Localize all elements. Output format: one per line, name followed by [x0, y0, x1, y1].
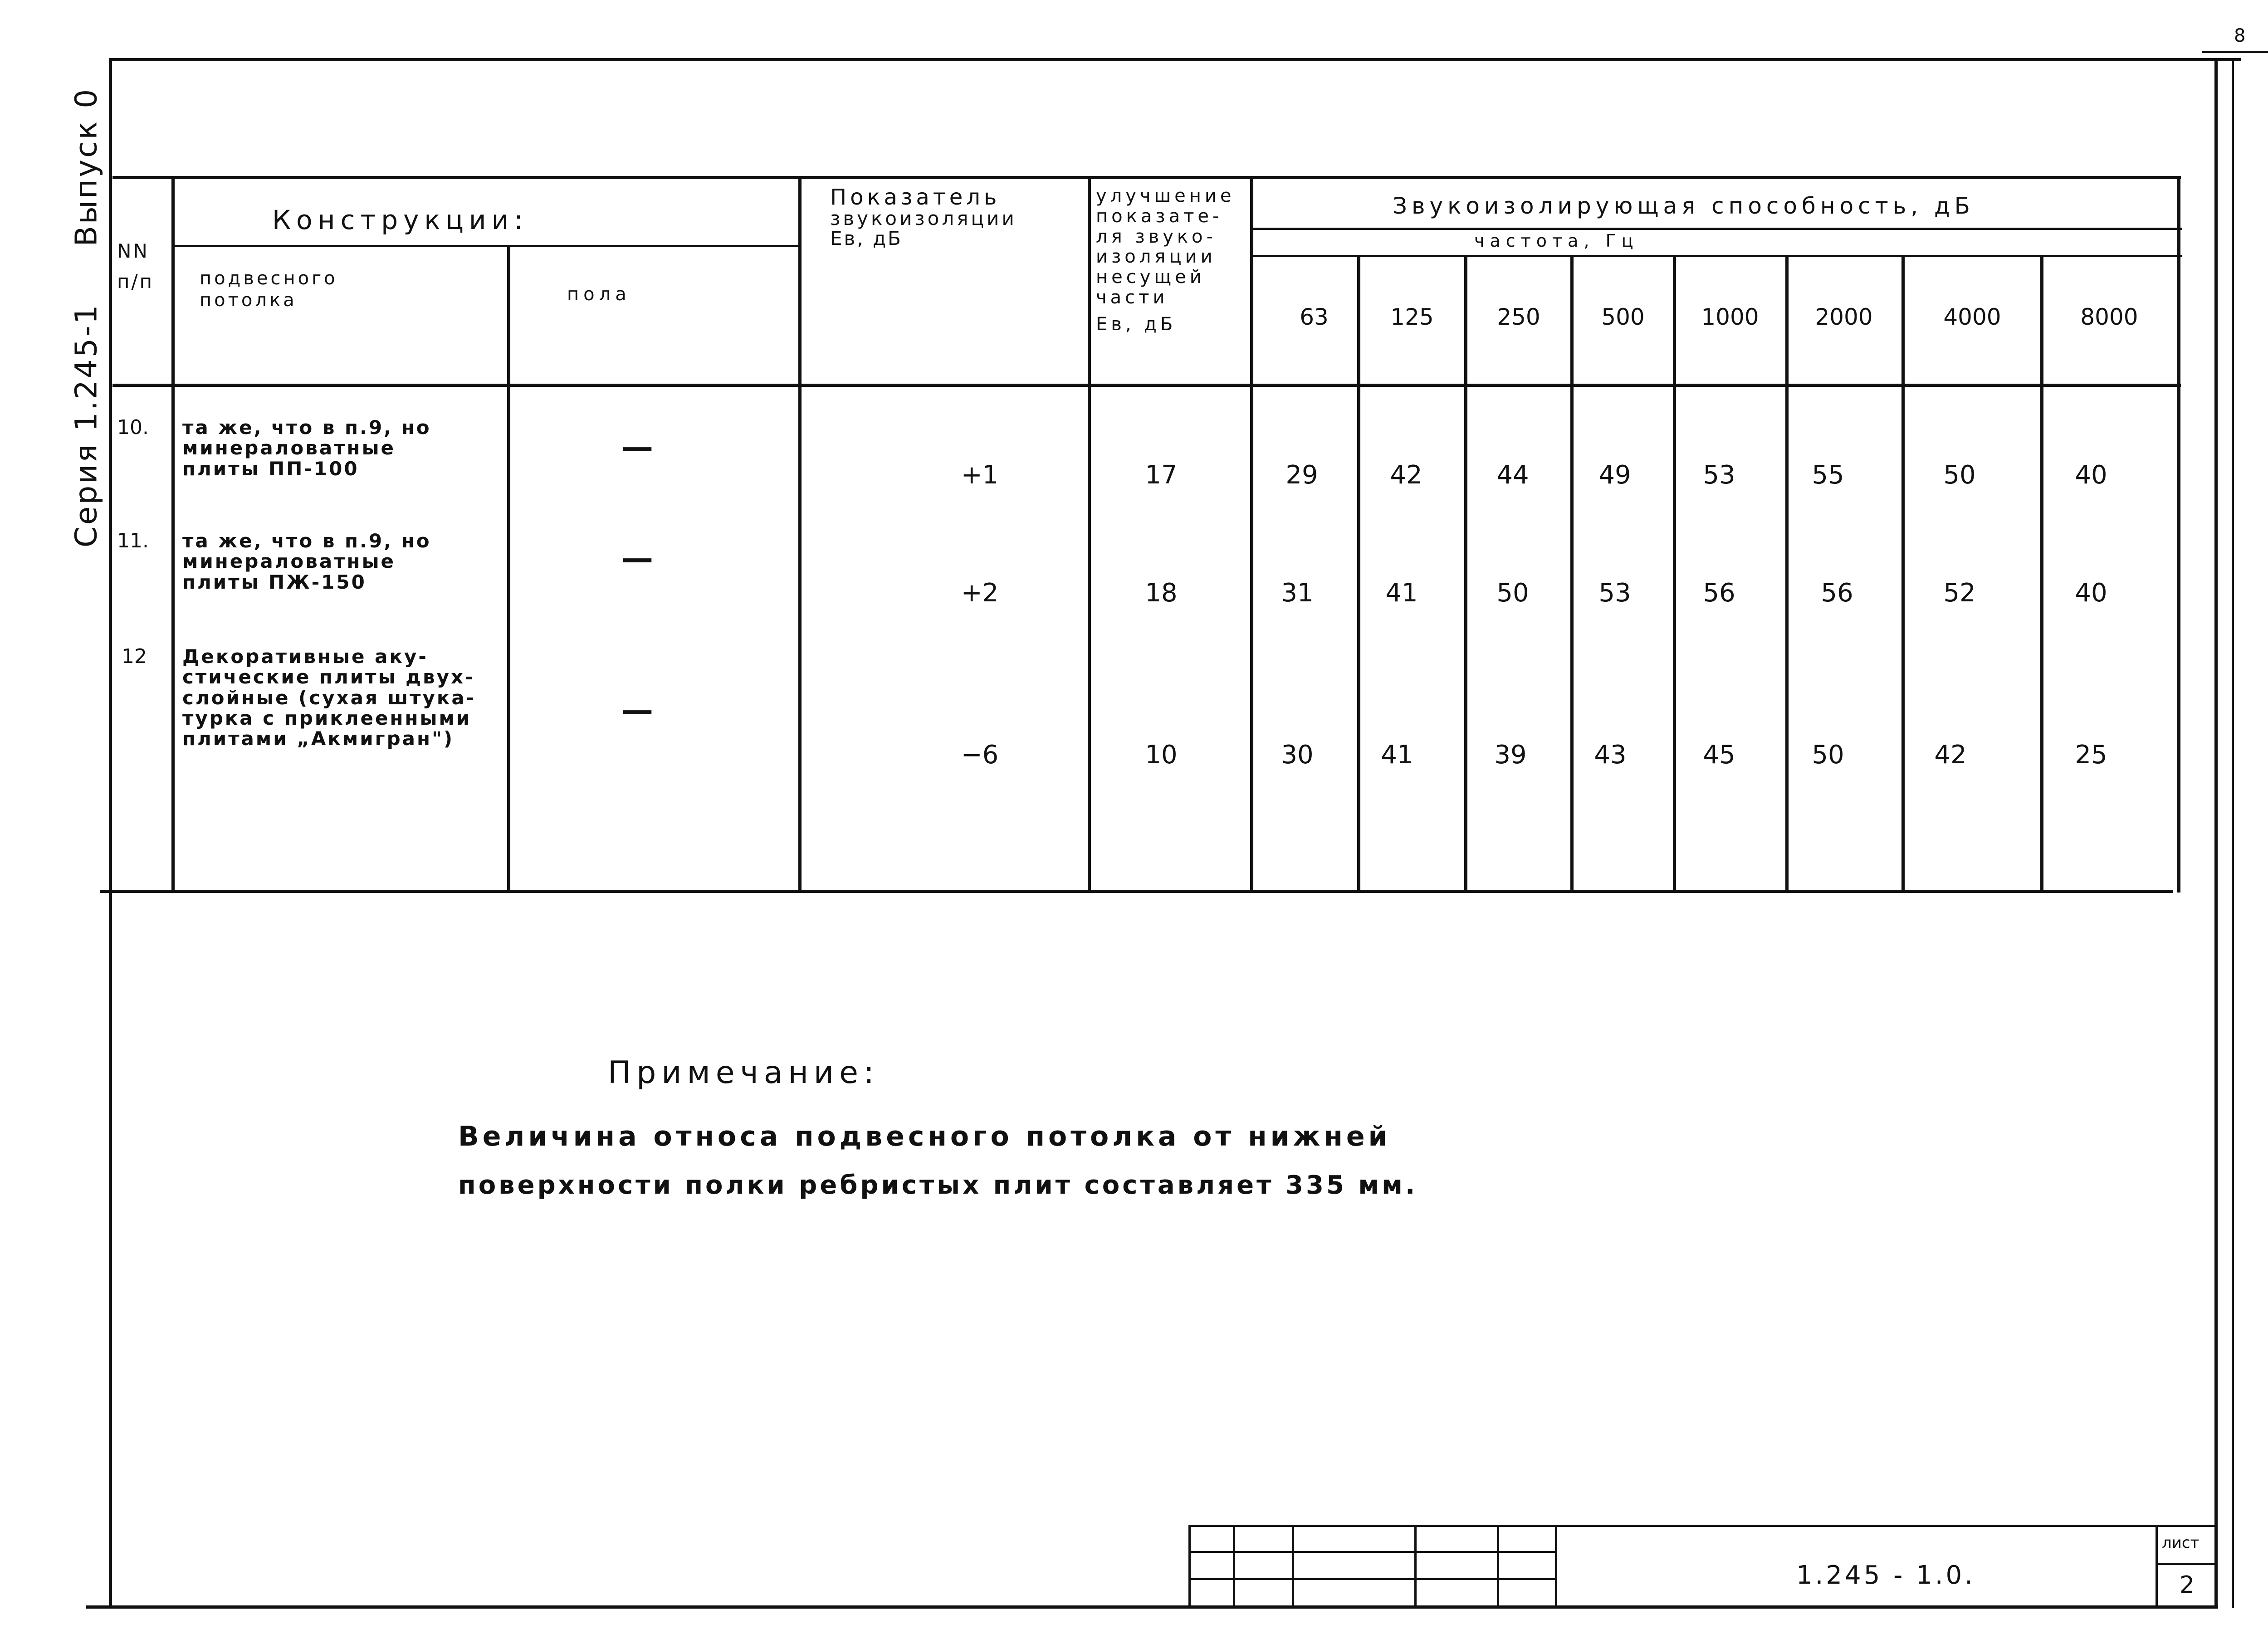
table-bottom-line — [100, 890, 2173, 893]
row-10-index: +1 — [961, 460, 999, 490]
col-line-f7 — [2040, 255, 2043, 893]
row-11-improvement: 18 — [1145, 578, 1178, 608]
stamp-code: 1.245 - 1.0. — [1796, 1561, 1975, 1590]
col-line-f2 — [1464, 255, 1467, 893]
frame-corner-tick — [2202, 51, 2268, 53]
row-12-ceiling-line-2: стические плиты двух- — [182, 666, 475, 688]
header-improvement-line-6: части — [1096, 287, 1168, 308]
row-12-value-1000: 45 — [1703, 740, 1735, 770]
row-12-ceiling-line-4: турка с приклеенными — [182, 707, 472, 730]
row-12-value-8000: 25 — [2075, 740, 2107, 770]
frame-top — [109, 58, 2241, 61]
header-improvement-line-1: улучшение — [1096, 185, 1235, 206]
row-12-ceiling — [182, 646, 509, 749]
row-12-ceiling-line-3: слойные (сухая штука- — [182, 686, 476, 709]
freq-header-5: 1000 — [1701, 304, 1759, 330]
col-line-f5 — [1785, 255, 1789, 893]
note-title: Примечание: — [608, 1055, 880, 1091]
stamp-sheet-line — [2156, 1563, 2217, 1565]
row-11-number: 11. — [117, 529, 149, 552]
note-line-2: поверхности полки ребристых плит составляет 335 мм. — [458, 1171, 1418, 1200]
row-11-ceiling-line-1: та же, что в п.9, но — [182, 530, 431, 552]
header-index-line-2: звукоизоляции — [830, 207, 1017, 230]
constructions-sub-line — [172, 245, 798, 247]
stamp-col-3 — [1292, 1525, 1294, 1607]
row-11-value-2000: 56 — [1821, 578, 1853, 608]
header-constructions: Конструкции: — [272, 205, 528, 235]
stamp-col-sheet — [2156, 1525, 2158, 1607]
row-11-value-125: 41 — [1385, 578, 1418, 608]
row-10-value-4000: 50 — [1943, 460, 1976, 490]
col-line-improvement — [1250, 176, 1253, 893]
row-11-ceiling — [182, 531, 500, 592]
capacity-sub-line — [1252, 228, 2182, 230]
header-capacity: Звукоизолирующая способность, дБ — [1393, 193, 1975, 219]
freq-header-1: 63 — [1300, 304, 1329, 330]
col-line-ceiling — [507, 245, 510, 893]
freq-header-6: 2000 — [1815, 304, 1873, 330]
col-line-f1 — [1357, 255, 1360, 893]
row-12-value-4000: 42 — [1934, 740, 1967, 770]
stamp-top-line — [1188, 1525, 2217, 1527]
corner-mark: 8 — [2234, 25, 2246, 46]
row-12-value-125: 41 — [1381, 740, 1413, 770]
freq-header-4: 500 — [1601, 304, 1645, 330]
row-12-floor: — — [621, 692, 653, 729]
header-improvement-line-3: ля звуко- — [1096, 226, 1217, 247]
col-line-f6 — [1901, 255, 1905, 893]
header-improvement-line-7: Ев, дБ — [1096, 313, 1177, 335]
row-12-value-500: 43 — [1594, 740, 1627, 770]
stamp-row-line-1 — [1188, 1551, 1556, 1553]
stamp-sheet-number: 2 — [2180, 1571, 2195, 1599]
stamp-sheet-label: лист — [2162, 1534, 2200, 1552]
row-11-ceiling-line-3: плиты ПЖ-150 — [182, 571, 367, 593]
row-10-value-125: 42 — [1390, 460, 1422, 490]
row-11-ceiling-line-2: минераловатные — [182, 550, 396, 573]
issue-label: Выпуск 0 — [68, 87, 104, 247]
row-10-improvement: 17 — [1145, 460, 1178, 490]
frame-right-outer — [2232, 61, 2234, 1608]
row-10-value-2000: 55 — [1812, 460, 1844, 490]
row-10-ceiling-line-2: минераловатные — [182, 437, 396, 459]
col-line-index — [1088, 176, 1091, 893]
row-12-number: 12 — [122, 645, 147, 668]
row-11-value-250: 50 — [1496, 578, 1529, 608]
stamp-row-line-2 — [1188, 1578, 1556, 1580]
row-12-improvement: 10 — [1145, 740, 1178, 770]
col-line-f3 — [1570, 255, 1574, 893]
series-label: Серия 1.245-1 — [68, 303, 104, 548]
row-12-ceiling-line-5: плитами „Акмигран") — [182, 727, 455, 750]
header-index — [830, 186, 1084, 249]
row-10-value-63: 29 — [1286, 460, 1318, 490]
row-12-index: −6 — [961, 740, 999, 770]
row-11-value-500: 53 — [1598, 578, 1631, 608]
row-11-value-1000: 56 — [1703, 578, 1735, 608]
frame-right — [2214, 58, 2218, 1608]
stamp-col-2 — [1233, 1525, 1235, 1607]
header-bottom-line — [112, 384, 2181, 387]
header-ceiling: подвесного потолка — [200, 268, 338, 311]
row-10-floor: — — [621, 429, 653, 466]
row-10-number: 10. — [117, 416, 149, 439]
row-11-value-63: 31 — [1281, 578, 1314, 608]
stamp-col-6 — [1555, 1525, 1557, 1607]
row-12-ceiling-line-1: Декоративные аку- — [182, 645, 428, 668]
row-10-value-500: 49 — [1598, 460, 1631, 490]
row-11-value-4000: 52 — [1943, 578, 1976, 608]
note-line-1: Величина относа подвесного потолка от нижней — [458, 1121, 1391, 1152]
freq-header-7: 4000 — [1943, 304, 2001, 330]
header-index-line-1: Показатель — [830, 185, 1001, 210]
header-improvement-line-4: изоляции — [1096, 246, 1216, 268]
row-10-ceiling-line-1: та же, что в п.9, но — [182, 416, 431, 439]
row-12-value-250: 39 — [1494, 740, 1527, 770]
freq-header-3: 250 — [1497, 304, 1540, 330]
freq-header-2: 125 — [1390, 304, 1434, 330]
header-frequency: частота, Гц — [1474, 231, 1639, 251]
header-index-line-3: Ев, дБ — [830, 227, 903, 250]
header-improvement — [1096, 186, 1248, 335]
row-11-floor: — — [621, 540, 653, 577]
table-right-line — [2177, 176, 2180, 893]
row-10-value-1000: 53 — [1703, 460, 1735, 490]
row-11-value-8000: 40 — [2075, 578, 2107, 608]
header-floor: пола — [567, 284, 631, 305]
header-improvement-line-2: показате- — [1096, 205, 1223, 227]
row-10-ceiling — [182, 417, 500, 479]
header-improvement-line-5: несущей — [1096, 267, 1205, 288]
frame-bottom — [86, 1605, 2218, 1609]
header-number: NN п/п — [117, 240, 154, 293]
margin-label — [69, 88, 104, 548]
col-line-number — [171, 176, 175, 893]
stamp-col-5 — [1497, 1525, 1499, 1607]
row-10-ceiling-line-3: плиты ПП-100 — [182, 457, 359, 480]
row-12-value-2000: 50 — [1812, 740, 1844, 770]
frame-left — [109, 58, 112, 1608]
stamp-col-1 — [1188, 1525, 1191, 1607]
col-line-f4 — [1673, 255, 1676, 893]
stamp-col-4 — [1414, 1525, 1417, 1607]
row-12-value-63: 30 — [1281, 740, 1314, 770]
col-line-floor — [798, 176, 802, 893]
row-11-index: +2 — [961, 578, 999, 608]
row-10-value-250: 44 — [1496, 460, 1529, 490]
table-top-line — [112, 176, 2181, 179]
row-10-value-8000: 40 — [2075, 460, 2107, 490]
freq-header-8: 8000 — [2080, 304, 2138, 330]
